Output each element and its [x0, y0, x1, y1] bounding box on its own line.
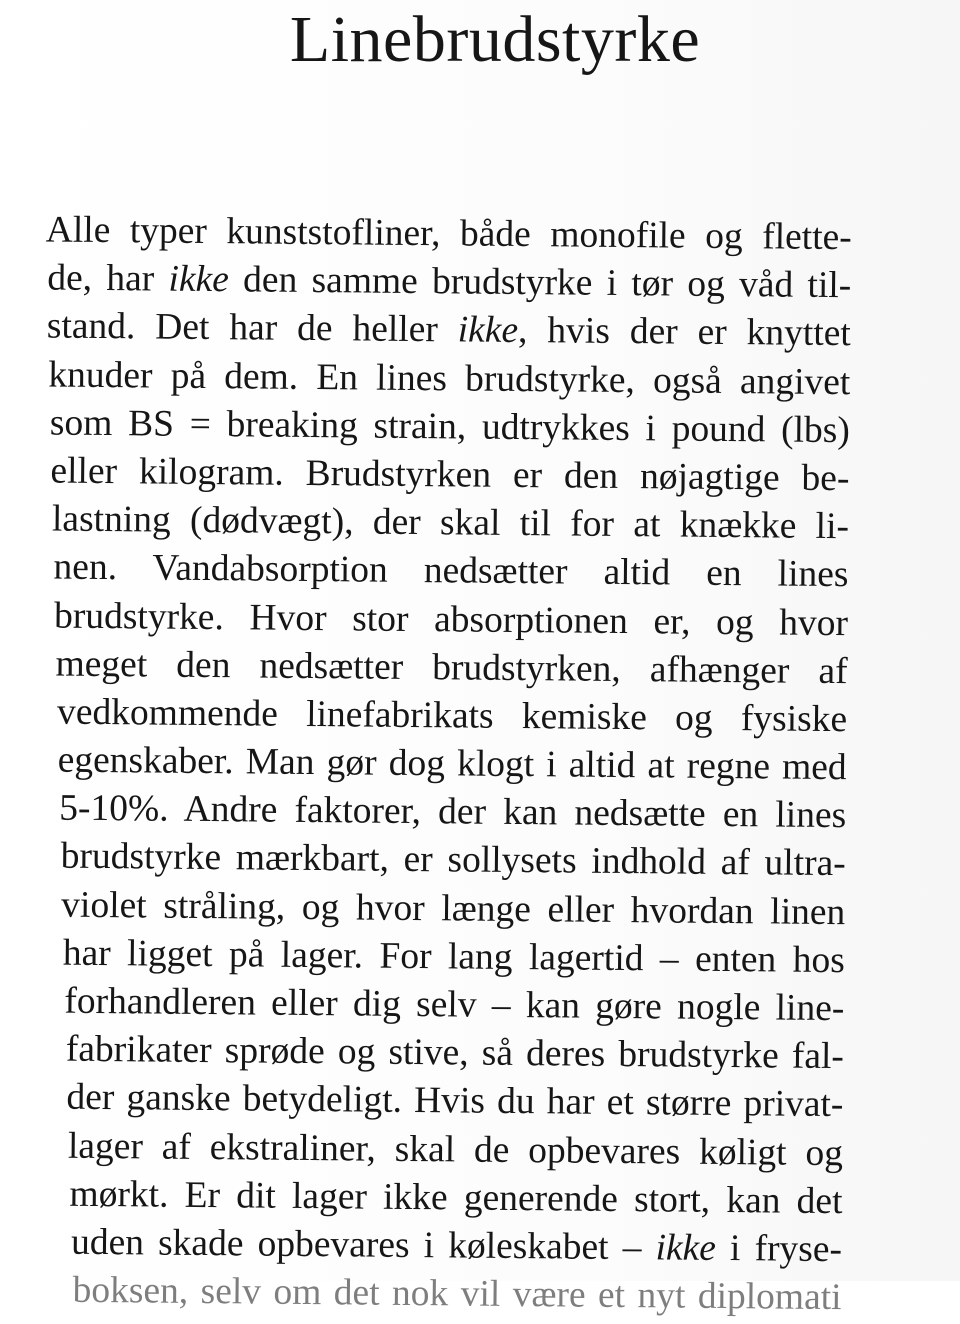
- emphasis-ikke: ikke: [655, 1227, 717, 1269]
- text-line: brudstyrke. Hvor stor absorptionen er, og hvor: [53, 595, 849, 644]
- text-line-cut-off: boksen, selv om det nok vil være et nyt diplomati: [72, 1269, 842, 1319]
- text-line: forhandleren eller dig selv – kan gøre nogle line-: [64, 980, 845, 1030]
- text-line: violet stråling, og hvor længe eller hvordan linen: [61, 884, 846, 933]
- emphasis-ikke: ikke: [168, 258, 230, 301]
- text-line: lastning (dødvægt), der skal til for at knække li-: [51, 498, 850, 548]
- text-line: nen. Vandabsorption nedsætter altid en lines: [53, 546, 849, 596]
- text-line: vedkommende linefabrikats kemiske og fysiske: [56, 691, 848, 741]
- text-line: 5-10%. Andre faktorer, der kan nedsætte en lines: [59, 787, 847, 837]
- text-line: brudstyrke mærkbart, er sollysets indhold af ultra-: [60, 836, 846, 885]
- text-line: egenskaber. Man gør dog klogt i altid at regne med: [57, 739, 847, 789]
- body-paragraph: [0, 206, 960, 1319]
- text-line: som BS = breaking strain, udtrykkes i pound (lbs): [49, 402, 851, 451]
- text-line: knuder på dem. En lines brudstyrke, også angivet: [48, 354, 851, 403]
- page-title: Linebrudstyrke: [289, 3, 701, 76]
- text-line: der ganske betydeligt. Hvis du har et større privat-: [66, 1077, 844, 1126]
- text-line: mørkt. Er dit lager ikke generende stort, kan det: [69, 1173, 843, 1222]
- text-line: fabrikater sprøde og stive, så deres brudstyrke fal-: [65, 1028, 845, 1078]
- text-line: de, har ikke den samme brudstyrke i tør og våd til-: [47, 257, 852, 307]
- text-line: meget den nedsætter brudstyrken, afhænger af: [55, 643, 848, 692]
- text-line: stand. Det har de heller ikke, hvis der er knyttet: [46, 305, 851, 355]
- text-line: Alle typer kunststofliner, både monofile og flette-: [45, 209, 852, 259]
- emphasis-ikke: ikke: [457, 309, 519, 352]
- text-line: uden skade opbevares i køleskabet – ikke i fryse-: [70, 1221, 843, 1271]
- text-line: lager af ekstraliner, skal de opbevares køligt og: [67, 1125, 844, 1174]
- text-line: har ligget på lager. For lang lagertid – enten hos: [62, 932, 845, 981]
- text-line: eller kilogram. Brudstyrken er den nøjagtige be-: [50, 450, 850, 500]
